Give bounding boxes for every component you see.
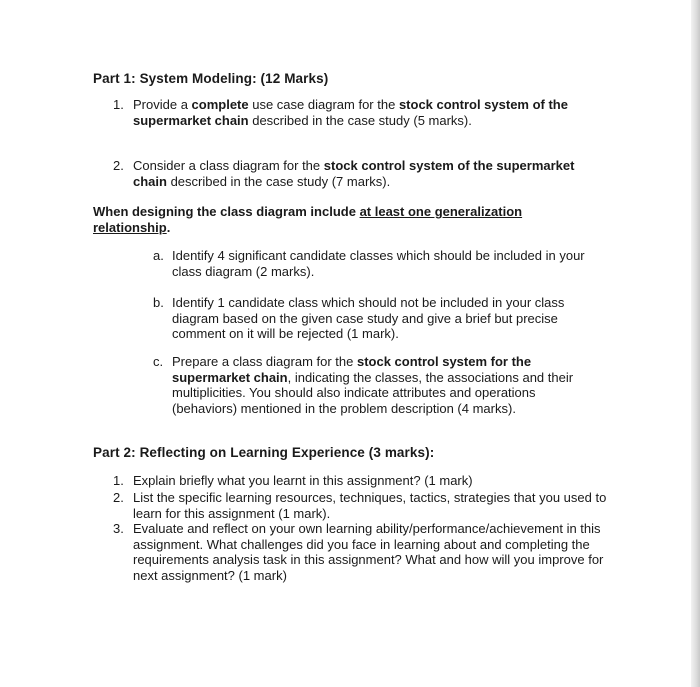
page-edge-shadow	[691, 0, 700, 687]
part2-item-1	[113, 473, 608, 489]
question-1	[113, 97, 593, 128]
part2-item-3-number: 3.	[113, 521, 124, 536]
question-2c-letter: c.	[153, 354, 164, 369]
question-2a-text: Identify 4 significant candidate classes which should be included in your class diagram (2 marks).	[172, 248, 585, 279]
question-2c-text: Prepare a class diagram for the stock control system for the supermarket chain, indicating the classes, the associations and their multiplicities. You should also indicate attributes and operations (behaviors) mentioned in the problem description (4 marks).	[172, 354, 574, 416]
question-2c	[153, 354, 593, 416]
part2-item-1-text: Explain briefly what you learnt in this assignment? (1 mark)	[133, 473, 473, 488]
question-2a	[153, 248, 603, 279]
question-2b-text: Identify 1 candidate class which should not be included in your class diagram based on the given case study and give a brief but precise comment on it will be rejected (1 mark).	[172, 295, 565, 341]
question-2	[113, 158, 593, 189]
question-2-number: 2.	[113, 158, 124, 173]
part2-item-2-text: List the specific learning resources, techniques, tactics, strategies that you used to learn for this assignment (1 mark).	[133, 490, 607, 521]
question-2b	[153, 295, 583, 342]
question-2b-letter: b.	[153, 295, 164, 310]
part2-item-2-number: 2.	[113, 490, 124, 505]
part2-item-2	[113, 490, 608, 521]
generalization-note: When designing the class diagram include at least one generalization relationship.	[93, 204, 523, 235]
question-2a-letter: a.	[153, 248, 164, 263]
part1-heading: Part 1: System Modeling: (12 Marks)	[93, 71, 329, 86]
part2-item-3-text: Evaluate and reflect on your own learning ability/performance/achievement in this assignment. What challenges did you face in learning about and completing the requirements analysis task in this assignment? What and how will you improve for next assignment? (1 mark)	[133, 521, 604, 583]
part2-item-1-number: 1.	[113, 473, 124, 488]
part2-item-3	[113, 521, 611, 583]
question-1-text: Provide a complete use case diagram for the stock control system of the supermarket chain described in the case study (5 marks).	[133, 97, 568, 128]
question-1-number: 1.	[113, 97, 124, 112]
part2-heading: Part 2: Reflecting on Learning Experience (3 marks):	[93, 445, 435, 460]
question-2-text: Consider a class diagram for the stock control system of the supermarket chain described in the case study (7 marks).	[133, 158, 575, 189]
